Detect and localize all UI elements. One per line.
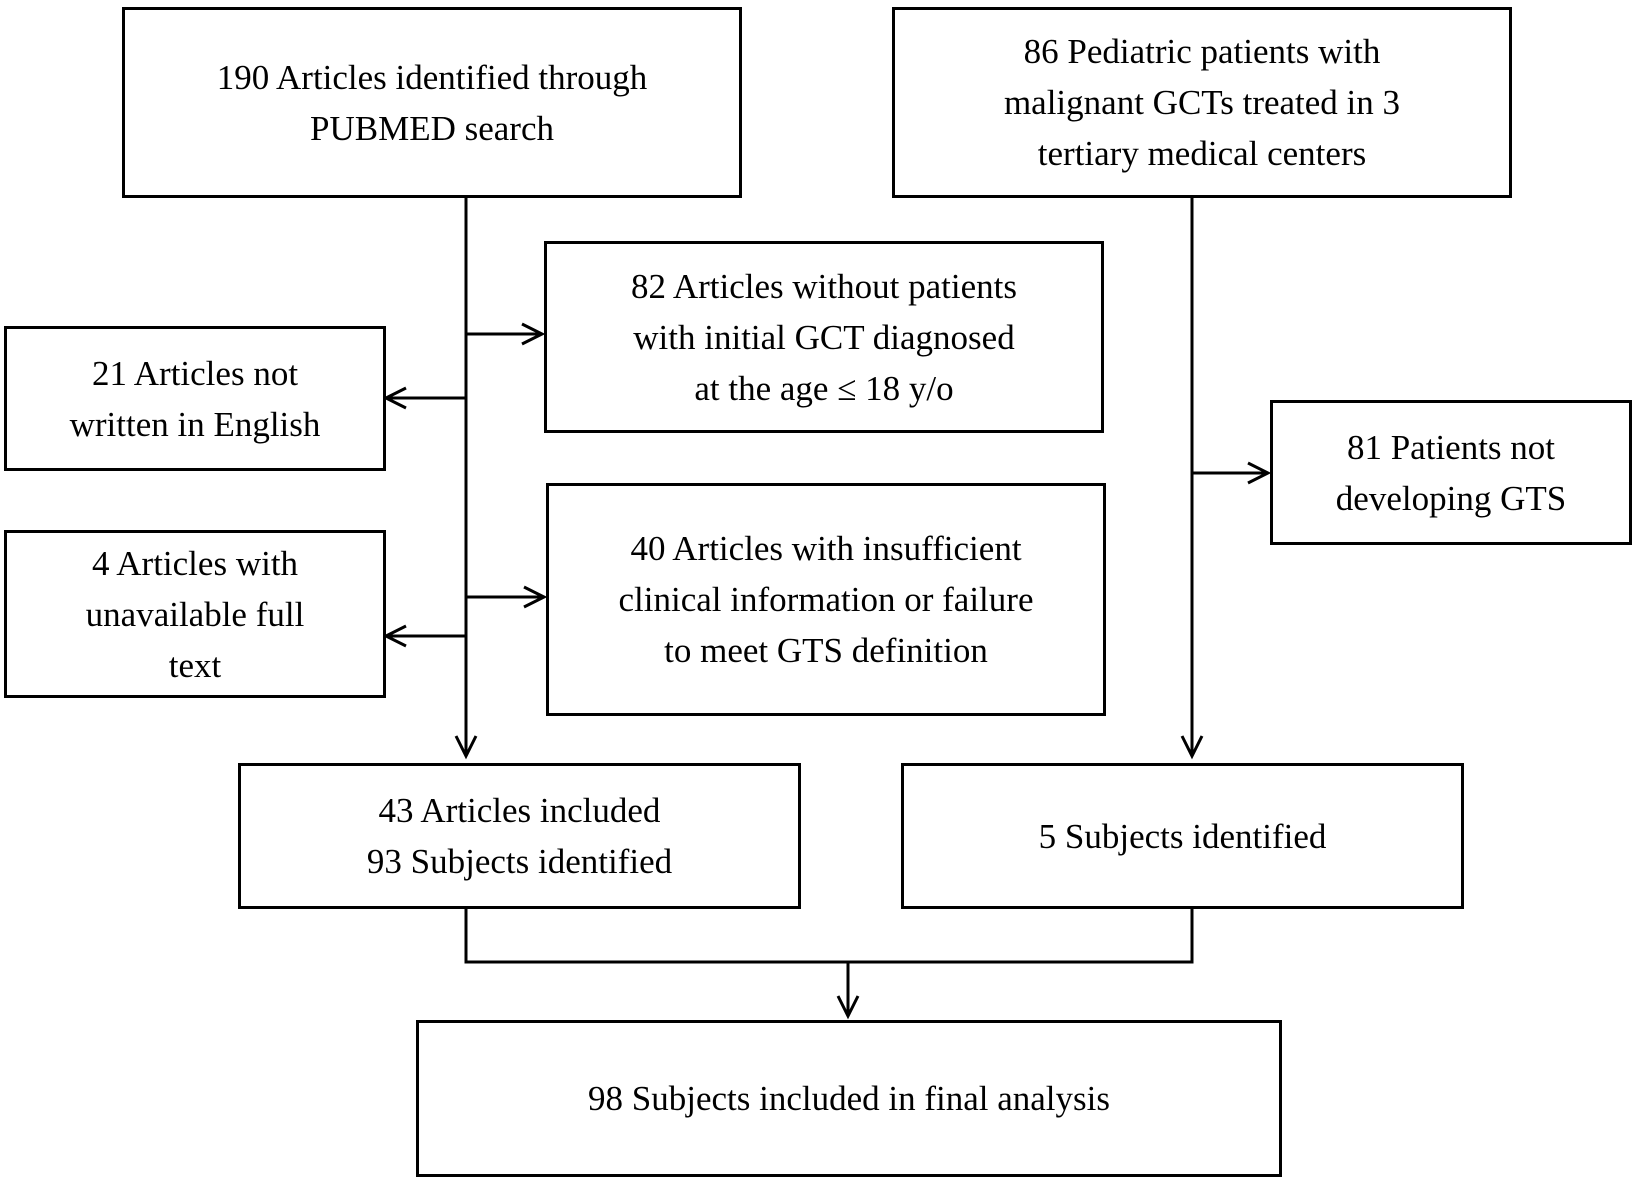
box-articles-included xyxy=(238,763,801,909)
subjects-identified-line-1: 5 Subjects identified xyxy=(1038,816,1327,856)
excluded-insufficient-line-2: clinical information or failure xyxy=(618,580,1034,619)
pubmed-search-line-1: 190 Articles identified through xyxy=(216,57,648,97)
merge-connector xyxy=(466,909,1192,962)
box-excluded-insufficient xyxy=(546,483,1106,716)
pediatric-patients-line-2: malignant GCTs treated in 3 xyxy=(1003,83,1401,122)
box-excluded-no-pediatric xyxy=(544,241,1104,433)
excluded-not-english-line-1: 21 Articles not xyxy=(91,353,299,393)
excluded-no-pediatric-line-3: at the age ≤ 18 y/o xyxy=(694,368,954,408)
box-pubmed-search xyxy=(122,7,742,198)
box-excluded-no-fulltext xyxy=(4,530,386,698)
box-excluded-not-gts xyxy=(1270,400,1632,545)
excluded-not-gts-line-1: 81 Patients not xyxy=(1346,427,1556,467)
box-subjects-identified xyxy=(901,763,1464,909)
box-excluded-not-english xyxy=(4,326,386,471)
box-pediatric-patients xyxy=(892,7,1512,198)
excluded-no-fulltext-line-3: text xyxy=(168,645,222,685)
box-final-analysis xyxy=(416,1020,1282,1177)
pubmed-search-line-2: PUBMED search xyxy=(310,108,554,148)
excluded-not-english-line-2: written in English xyxy=(69,404,321,444)
excluded-insufficient-line-3: to meet GTS definition xyxy=(664,631,988,670)
articles-included-line-1: 43 Articles included xyxy=(378,791,661,830)
final-analysis-line-1: 98 Subjects included in final analysis xyxy=(588,1079,1110,1118)
excluded-no-fulltext-line-1: 4 Articles with xyxy=(91,543,299,583)
articles-included-line-2: 93 Subjects identified xyxy=(366,842,673,881)
excluded-no-fulltext-line-2: unavailable full xyxy=(85,594,305,634)
excluded-no-pediatric-line-2: with initial GCT diagnosed xyxy=(633,317,1015,357)
excluded-not-gts-line-2: developing GTS xyxy=(1335,478,1567,518)
excluded-insufficient-line-1: 40 Articles with insufficient xyxy=(630,529,1022,568)
excluded-no-pediatric-line-1: 82 Articles without patients xyxy=(631,266,1017,306)
pediatric-patients-line-3: tertiary medical centers xyxy=(1037,134,1367,173)
pediatric-patients-line-1: 86 Pediatric patients with xyxy=(1023,32,1381,71)
